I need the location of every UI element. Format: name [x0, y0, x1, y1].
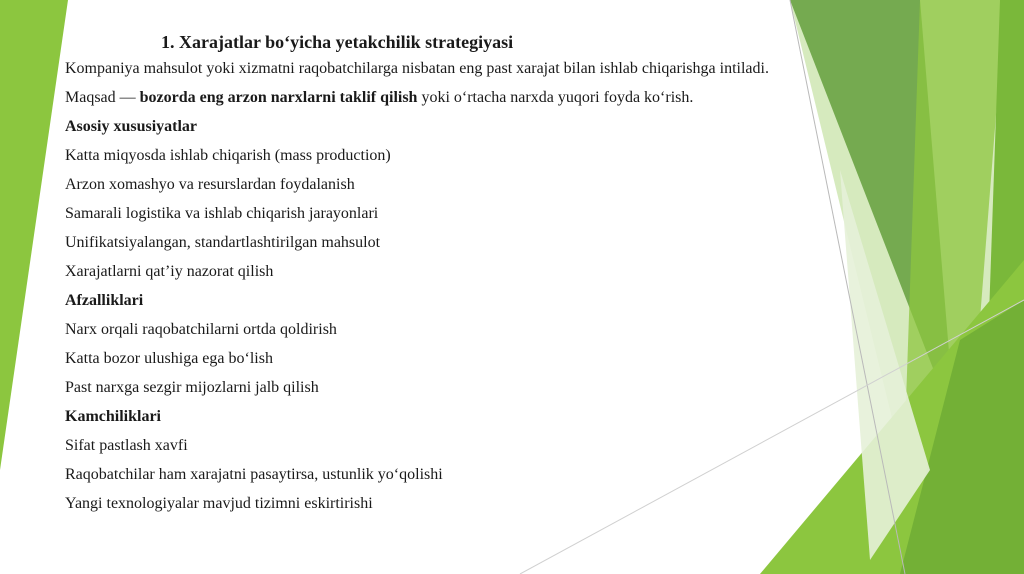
list-item: Raqobatchilar ham xarajatni pasaytirsa, ustunlik yo‘qolishi — [65, 466, 443, 483]
list-item: Katta miqyosda ishlab chiqarish (mass production) — [65, 147, 391, 164]
list-item: Yangi texnologiyalar mavjud tizimni eskirtirishi — [65, 495, 373, 512]
list-item: Unifikatsiyalangan, standartlashtirilgan mahsulot — [65, 234, 381, 251]
goal-prefix: Maqsad — — [65, 89, 140, 106]
list-item: Arzon xomashyo va resurslardan foydalanish — [65, 176, 355, 193]
list-item: Xarajatlarni qat’iy nazorat qilish — [65, 263, 274, 280]
intro-text: Kompaniya mahsulot yoki xizmatni raqobatchilarga nisbatan eng past xarajat bilan ishlab chiqarishga intiladi. — [65, 60, 769, 77]
slide-title: 1. Xarajatlar bo‘yicha yetakchilik strategiyasi — [161, 32, 514, 52]
list-item: Samarali logistika va ishlab chiqarish jarayonlari — [65, 205, 379, 222]
list-item: Narx orqali raqobatchilarni ortda qoldirish — [65, 321, 337, 338]
goal-suffix: yoki o‘rtacha narxda yuqori foyda ko‘rish. — [417, 89, 694, 106]
list-item: Katta bozor ulushiga ega bo‘lish — [65, 350, 273, 367]
section-heading-disadvantages: Kamchiliklari — [65, 408, 161, 425]
goal-bold: bozorda eng arzon narxlarni taklif qilish — [139, 89, 418, 106]
section-heading-advantages: Afzalliklari — [65, 292, 144, 309]
list-item: Past narxga sezgir mijozlarni jalb qilish — [65, 379, 319, 396]
goal-line — [65, 89, 693, 107]
list-item: Sifat pastlash xavfi — [65, 437, 188, 454]
section-heading-features: Asosiy xususiyatlar — [65, 118, 198, 135]
